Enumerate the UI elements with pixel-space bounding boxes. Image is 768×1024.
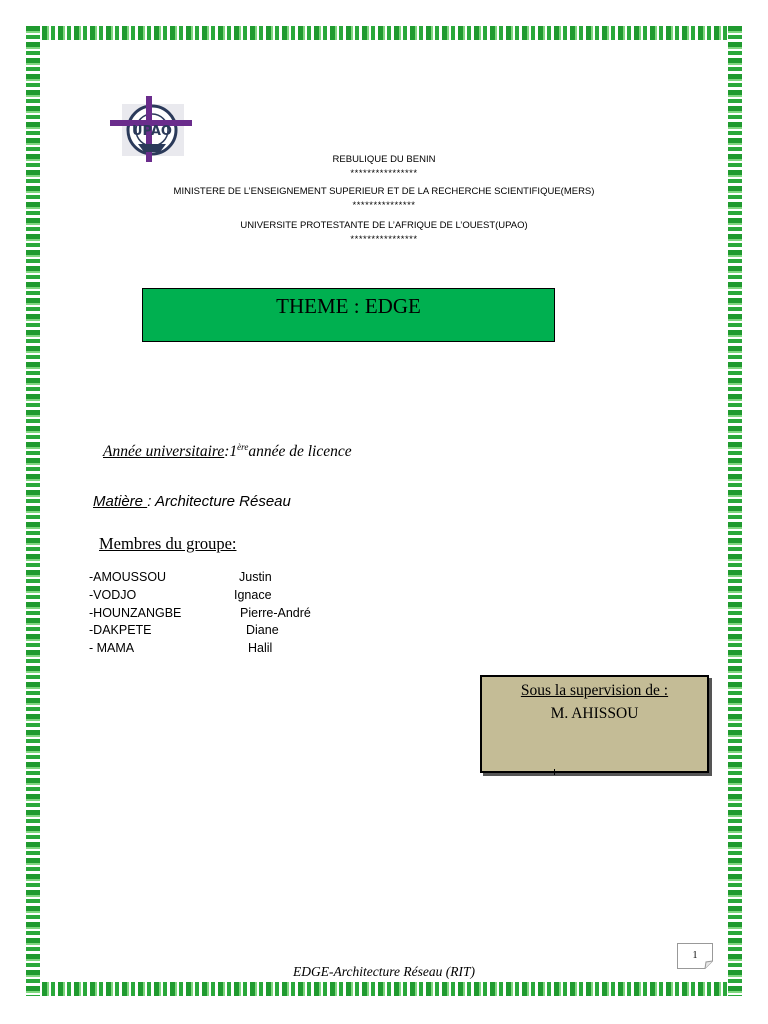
cursor-mark [554,769,555,775]
academic-year-sup: ère [237,441,249,452]
member-first-name: Pierre-André [240,606,311,620]
subject [93,493,291,510]
member-first-name: Ignace [234,588,272,602]
svg-text:UPAO: UPAO [131,124,173,139]
page-number: 1 [692,950,698,961]
page-footer: EDGE-Architecture Réseau (RIT) [293,964,475,979]
separator-stars: **************** [350,168,418,179]
theme-box [142,288,555,342]
members-title: Membres du groupe: [99,534,237,553]
member-last-name: -HOUNZANGBE [89,606,182,620]
academic-year-sep: : [224,443,230,460]
member-first-name: Halil [248,641,273,655]
academic-year-value: année de licence [248,443,352,460]
vine-border-top [26,26,742,40]
member-last-name: -AMOUSSOU [89,570,167,584]
subject-sep: : [147,493,155,510]
academic-year-label: Année universitaire [103,443,225,460]
country-line: REBULIQUE DU BENIN [332,154,436,165]
member-first-name: Justin [239,570,272,584]
member-last-name: - MAMA [89,641,135,655]
subject-value: Architecture Réseau [154,493,291,510]
separator-stars: *************** [352,200,416,211]
supervisor-name: M. AHISSOU [550,705,639,722]
separator-stars: **************** [350,234,418,245]
supervision-title: Sous la supervision de : [520,682,669,699]
member-last-name: -VODJO [89,588,137,602]
subject-label: Matière [93,493,148,510]
member-last-name: -DAKPETE [89,623,152,637]
ministry-line: MINISTERE DE L’ENSEIGNEMENT SUPERIEUR ET DE LA RECHERCHE SCIENTIFIQUE(MERS) [173,186,595,197]
academic-year [103,443,352,461]
university-line: UNIVERSITE PROTESTANTE DE L’AFRIQUE DE L’OUEST(UPAO) [240,220,528,231]
member-first-name: Diane [246,623,279,637]
supervision-box [480,675,709,773]
academic-year-num: 1 [229,443,238,460]
theme-title: THEME : EDGE [276,294,421,318]
vine-border-bottom [26,982,742,996]
